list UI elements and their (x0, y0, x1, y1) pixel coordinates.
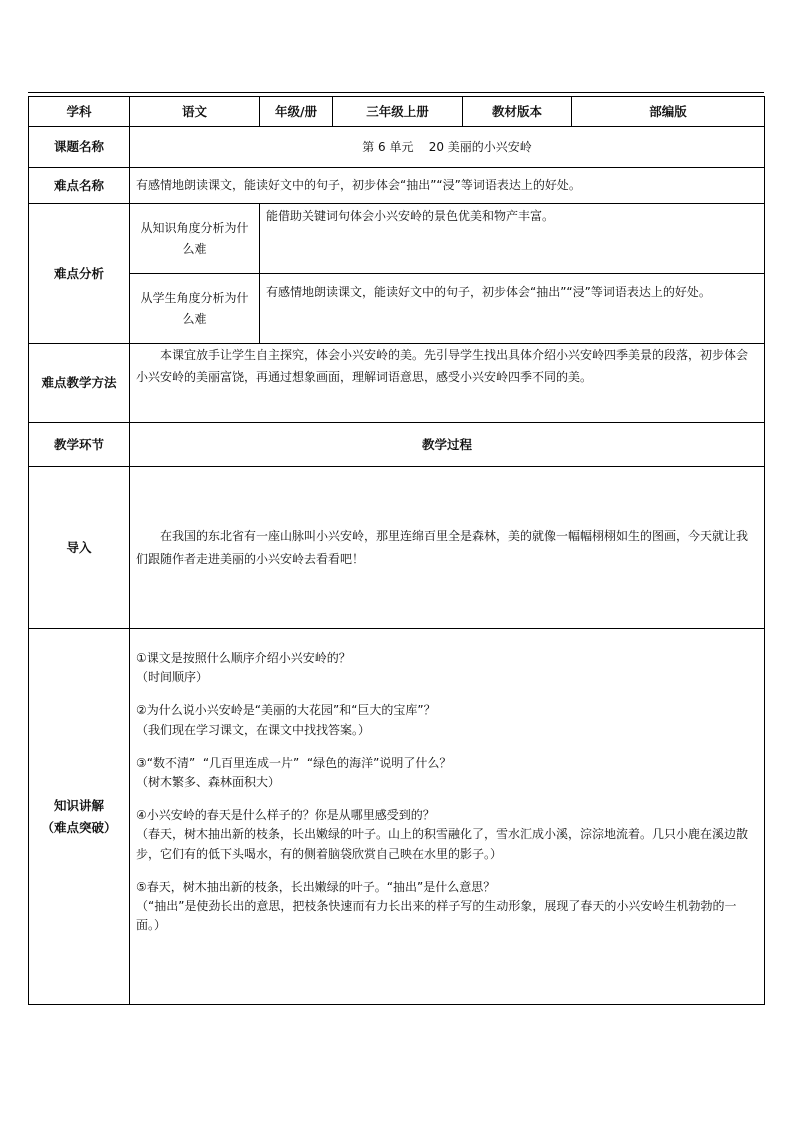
difficulty-value: 有感情地朗读课文，能读好文中的句子，初步体会“抽出”“浸”等词语表达上的好处。 (130, 168, 765, 204)
student-angle-value: 有感情地朗读课文，能读好文中的句子，初步体会“抽出”“浸”等词语表达上的好处。 (260, 274, 765, 344)
header-row (29, 97, 765, 127)
analysis-row-knowledge (29, 204, 765, 274)
question-text: ①课文是按照什么顺序介绍小兴安岭的？ (136, 651, 351, 665)
method-value: 本课宜放手让学生自主探究，体会小兴安岭的美。先引导学生找出具体介绍小兴安岭四季美景的段落，初步体会小兴安岭的美丽富饶，再通过想象画面，理解词语意思，感受小兴安岭四季不同的美。 (130, 344, 765, 423)
question-item (136, 701, 758, 739)
knowledge-label-line2: （难点突破） (41, 819, 117, 835)
stage-header: 教学环节 (29, 423, 130, 467)
knowledge-angle-label: 从知识角度分析为什么难 (130, 204, 260, 274)
method-label: 难点教学方法 (29, 344, 130, 423)
difficulty-row (29, 168, 765, 204)
top-rule (28, 92, 764, 93)
knowledge-row (29, 629, 765, 1005)
process-header-row (29, 423, 765, 467)
knowledge-label-line1: 知识讲解 (53, 798, 104, 814)
question-item (136, 806, 758, 864)
subject-value: 语文 (130, 97, 260, 127)
lesson-plan-page (28, 96, 764, 1005)
process-header: 教学过程 (130, 423, 765, 467)
student-angle-label: 从学生角度分析为什么难 (130, 274, 260, 344)
analysis-row-student (29, 274, 765, 344)
question-text: ②为什么说小兴安岭是“美丽的大花园”和“巨大的宝库”？ (136, 703, 436, 718)
knowledge-content (130, 629, 765, 1005)
lesson-plan-table (28, 96, 765, 1005)
grade-value: 三年级上册 (333, 97, 463, 127)
question-item (136, 754, 758, 792)
intro-row (29, 467, 765, 629)
intro-label: 导入 (29, 467, 130, 629)
difficulty-label: 难点名称 (29, 168, 130, 204)
question-text: ⑤春天，树木抽出新的枝条，长出嫩绿的叶子。“抽出”是什么意思？ (136, 879, 496, 894)
answer-text: （“抽出”是使劲长出的意思，把枝条快速而有力长出来的样子写的生动形象，展现了春天的小兴安岭生机勃勃的一面。） (136, 898, 737, 933)
analysis-label: 难点分析 (29, 204, 130, 344)
edition-value: 部编版 (572, 97, 765, 127)
grade-label: 年级/册 (260, 97, 333, 127)
answer-text: （春天，树木抽出新的枝条，长出嫩绿的叶子。山上的积雪融化了，雪水汇成小溪，淙淙地流着。几只小鹿在溪边散步，它们有的低下头喝水，有的侧着脑袋欣赏自己映在水里的影子。） (136, 827, 749, 861)
topic-row (29, 127, 765, 168)
question-text: ④小兴安岭的春天是什么样子的？你是从哪里感受到的？ (136, 808, 435, 823)
edition-label: 教材版本 (463, 97, 572, 127)
question-text: ③“数不清” “几百里连成一片” “绿色的海洋”说明了什么？ (136, 755, 452, 770)
question-item (136, 649, 758, 687)
topic-label: 课题名称 (29, 127, 130, 168)
answer-text: （时间顺序） (136, 670, 209, 685)
answer-text: （我们现在学习课文，在课文中找找答案。） (136, 722, 371, 737)
method-row (29, 344, 765, 423)
knowledge-angle-value: 能借助关键词句体会小兴安岭的景色优美和物产丰富。 (260, 204, 765, 274)
subject-label: 学科 (29, 97, 130, 127)
question-item (136, 878, 758, 936)
intro-text: 在我国的东北省有一座山脉叫小兴安岭，那里连绵百里全是森林，美的就像一幅幅栩栩如生的图画，今天就让我们跟随作者走进美丽的小兴安岭去看看吧！ (130, 467, 765, 629)
topic-value: 第 6 单元 20 美丽的小兴安岭 (130, 127, 765, 168)
knowledge-label (29, 629, 130, 1005)
answer-text: （树木繁多、森林面积大） (136, 774, 281, 789)
